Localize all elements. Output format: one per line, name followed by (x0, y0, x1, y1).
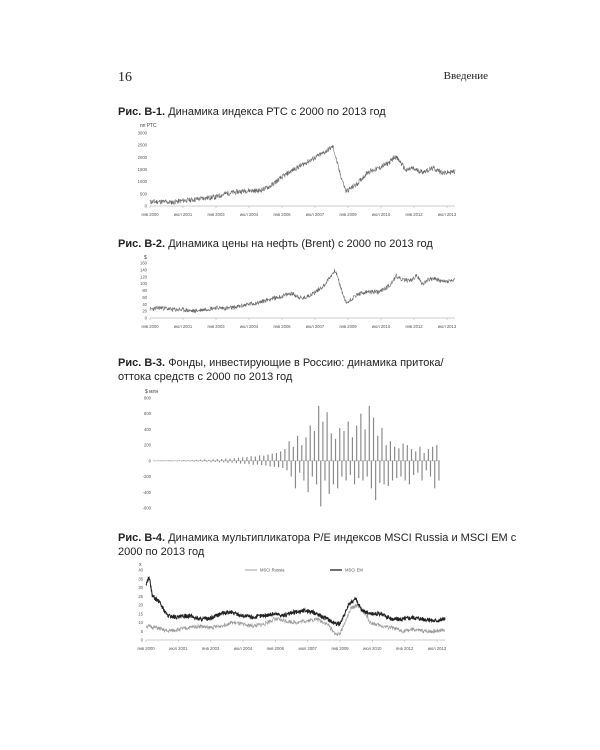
y-tick-label: 10 (138, 620, 143, 625)
y-tick-label: -600 (142, 505, 151, 511)
x-tick-label: июл 2010 (371, 324, 391, 329)
x-tick-label: июл 2004 (239, 324, 259, 329)
x-tick-label: янв 2009 (339, 324, 357, 329)
y-tick-label: 0 (144, 203, 147, 209)
figure-title: Динамика индекса РТС с 2000 по 2013 год (168, 106, 386, 118)
figure-title: Динамика цены на нефть (Brent) с 2000 по 2013 год (168, 238, 433, 250)
x-tick-label: июл 2007 (298, 646, 317, 651)
y-tick-label: 30 (138, 585, 143, 590)
x-tick-label: янв 2003 (207, 324, 225, 329)
x-tick-label: янв 2012 (396, 646, 414, 651)
y-tick-label: 40 (142, 301, 147, 307)
y-tick-label: 0 (144, 315, 147, 321)
y-tick-label: 160 (140, 260, 147, 266)
page-number: 16 (118, 70, 132, 85)
x-tick-label: июл 2010 (371, 212, 391, 217)
x-tick-label: июл 2007 (305, 324, 325, 329)
x-tick-label: янв 2006 (273, 324, 291, 329)
x-tick-label: янв 2009 (331, 646, 349, 651)
x-tick-label: янв 2003 (202, 646, 220, 651)
x-tick-label: июл 2001 (173, 212, 193, 217)
figure-label: Рис. B-4. (118, 532, 166, 544)
y-tick-label: 1000 (137, 179, 147, 185)
y-tick-label: 100 (140, 281, 147, 287)
x-tick-label: янв 2006 (273, 212, 291, 217)
x-tick-label: июл 2007 (305, 212, 325, 217)
x-tick-label: июл 2013 (437, 212, 457, 217)
y-axis-unit: $ (144, 255, 147, 261)
y-tick-label: 3000 (137, 130, 147, 136)
y-tick-label: 1500 (137, 167, 147, 172)
legend-entry: MSCI EM (345, 567, 363, 573)
y-tick-label: 0 (140, 637, 143, 643)
x-tick-label: июл 2004 (233, 646, 253, 651)
x-tick-label: июл 2013 (427, 646, 447, 651)
figure-label: Рис. B-2. (118, 238, 166, 250)
x-tick-label: июл 2013 (437, 324, 457, 329)
y-tick-label: 20 (138, 602, 143, 608)
y-tick-label: 20 (142, 308, 147, 314)
y-axis-unit: x (139, 562, 142, 568)
legend-entry: MSCI Russia (260, 567, 285, 573)
x-tick-label: янв 2006 (266, 646, 284, 651)
x-tick-label: июл 2010 (363, 646, 382, 651)
x-tick-label: июл 2001 (173, 324, 193, 329)
y-tick-label: 5 (140, 628, 143, 634)
y-tick-label: 400 (144, 426, 151, 432)
x-tick-label: янв 2009 (339, 212, 357, 217)
y-tick-label: 40 (138, 567, 143, 573)
x-tick-label: июл 2001 (169, 646, 188, 651)
figure-title: Фонды, инвестирующие в Россию: динамика притока/оттока средств с 2000 по 2013 год (118, 357, 444, 383)
y-tick-label: 35 (138, 576, 143, 582)
y-tick-label: 2500 (137, 142, 147, 148)
y-tick-label: -400 (142, 489, 151, 495)
y-tick-label: 0 (148, 458, 151, 464)
x-tick-label: янв 2000 (141, 212, 159, 217)
y-tick-label: 800 (144, 395, 151, 401)
y-tick-label: 80 (142, 288, 147, 293)
figure-label: Рис. B-3. (118, 357, 166, 369)
x-tick-label: янв 2012 (405, 212, 423, 217)
y-tick-label: 25 (138, 593, 143, 599)
running-header: Введение (443, 70, 488, 82)
x-tick-label: янв 2000 (141, 324, 159, 329)
y-tick-label: 200 (144, 442, 151, 448)
x-tick-label: янв 2003 (207, 212, 225, 217)
y-tick-label: 2000 (137, 154, 147, 160)
y-tick-label: 140 (140, 267, 147, 273)
figure-title: Динамика мультипликатора P/E индексов MSCI Russia и MSCI EM с 2000 по 2013 год (118, 532, 517, 558)
y-tick-label: 15 (138, 611, 143, 617)
x-tick-label: янв 2012 (405, 324, 423, 329)
y-tick-label: -200 (142, 474, 151, 480)
figure-label: Рис. B-1. (118, 106, 166, 118)
y-tick-label: 120 (140, 274, 147, 280)
series-line-2 (146, 578, 445, 627)
y-axis-unit: $ млн (145, 389, 159, 395)
y-tick-label: 600 (144, 411, 151, 417)
x-tick-label: янв 2000 (137, 646, 155, 651)
y-tick-label: 60 (142, 294, 147, 300)
y-axis-unit: пп РТС (140, 123, 157, 129)
y-tick-label: 500 (140, 191, 147, 197)
x-tick-label: июл 2004 (239, 212, 259, 217)
